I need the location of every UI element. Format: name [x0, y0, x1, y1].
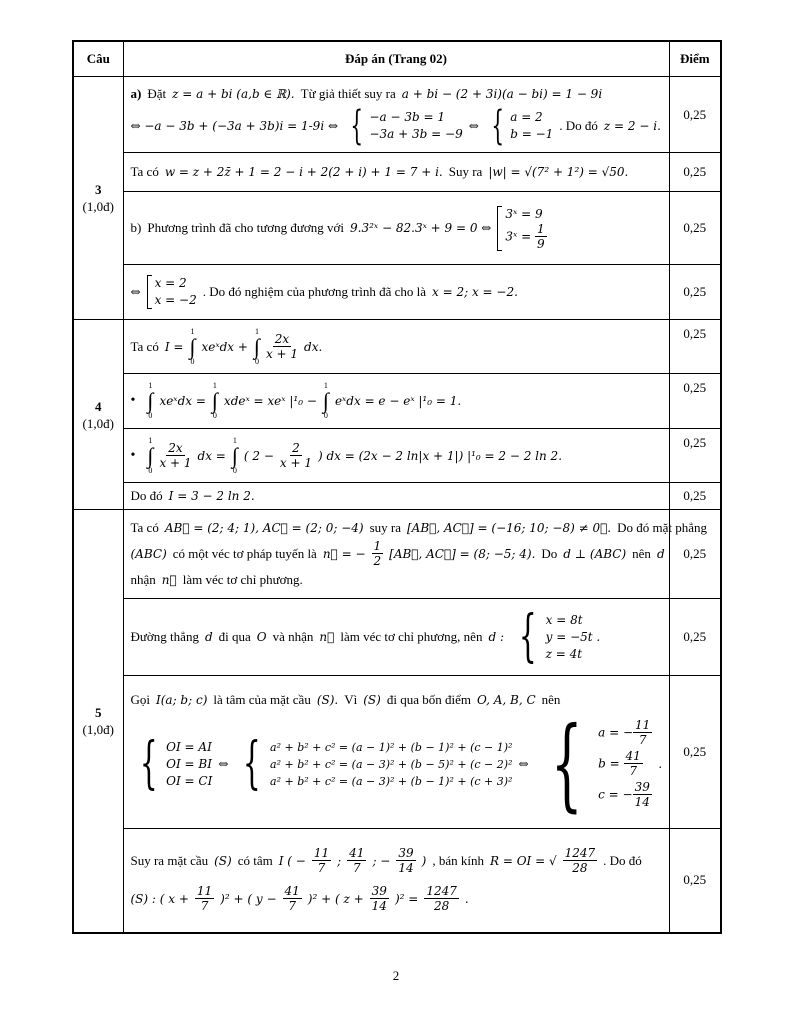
math: eˣdx = e − eˣ |¹₀ = 1. [334, 394, 462, 408]
math: (S) [214, 854, 232, 869]
symbol: ∫ [231, 442, 238, 468]
math: xdeˣ = xeˣ |¹₀ − [223, 394, 317, 408]
math: ⇔ [468, 118, 479, 133]
math: d ⊥ (ABC) [563, 547, 627, 561]
math: ) dx = (2x − 2 ln|x + 1|) |¹₀ = 2 − 2 ln 2. [317, 448, 563, 463]
system [485, 102, 554, 149]
bullet: • [130, 393, 136, 408]
math: a² + b² + c² = (a − 3)² + (b − 1)² + (c + 3)² [270, 774, 513, 788]
page-number: 2 [392, 968, 400, 983]
text: . Do đó [603, 853, 642, 869]
math: 3ˣ = 9 [505, 206, 543, 221]
math [598, 719, 652, 747]
math [598, 781, 652, 809]
q5-point-1: 0,25 [669, 510, 721, 599]
text: và nhận [272, 629, 314, 644]
q5-step-3 [123, 676, 669, 829]
fraction [283, 885, 302, 913]
brace: { [243, 731, 262, 796]
math: w = z + 2z̄ + 1 = 2 − i + 2(2 + i) + 1 = 7 + i. [164, 165, 443, 179]
math: a = 2 [510, 109, 543, 124]
text: Suy ra mặt cầu [130, 853, 209, 869]
bound: 0 [190, 356, 195, 366]
numerator: 41 [349, 846, 365, 861]
numerator: 39 [371, 884, 387, 899]
text: nên [541, 692, 561, 707]
denominator: x + 1 [265, 346, 299, 361]
integral-sign [147, 437, 153, 475]
bound: 1 [148, 435, 153, 445]
text: làm véc tơ chỉ phương. [182, 572, 303, 587]
q5-row-2 [73, 599, 721, 676]
symbol: ∫ [147, 442, 154, 468]
integral-sign [189, 328, 195, 366]
math: (S). [316, 693, 339, 707]
q3-point-4: 0,25 [669, 265, 721, 320]
numerator: 41 [284, 884, 300, 899]
header-answer: Đáp án (Trang 02) [123, 41, 669, 77]
math: −3a + 3b = −9 [369, 126, 463, 141]
q3-row-2 [73, 153, 721, 192]
math: ; − [372, 854, 391, 869]
integral-sign [323, 382, 329, 420]
text: Do đó [130, 488, 163, 503]
bound: 1 [212, 381, 217, 390]
q3-step-2 [123, 153, 669, 192]
q3-point-1: 0,25 [669, 77, 721, 153]
denominator: 7 [638, 733, 647, 747]
numerator: 11 [313, 846, 330, 861]
denominator: 14 [371, 899, 387, 914]
q3-part-b: b) [130, 220, 142, 235]
math: ; [337, 854, 342, 869]
denominator: x + 1 [279, 455, 312, 470]
q4-number: 4 [95, 398, 102, 414]
math: . [464, 892, 469, 907]
text: làm véc tơ chỉ phương, nên [340, 629, 483, 644]
math: b = −1 [510, 126, 554, 141]
bracket [147, 275, 152, 309]
text: Ta có [130, 338, 159, 354]
bound: 0 [148, 465, 153, 475]
integral-sign [147, 382, 153, 420]
math: AB⃗ = (2; 4; 1), AC⃗ = (2; 0; −4) [164, 521, 364, 535]
fraction [312, 847, 331, 875]
math: (S) [363, 693, 381, 707]
q3-weight: (1,0đ) [82, 199, 114, 214]
header-question: Câu [73, 41, 123, 77]
q4-point-4: 0,25 [669, 483, 721, 510]
text: có một véc tơ pháp tuyến là [172, 546, 317, 561]
math: dx = [197, 448, 226, 463]
symbol: ∫ [147, 388, 154, 413]
math: d : [488, 630, 504, 644]
math: (S) : ( x + [130, 892, 189, 907]
numerator: 1 [373, 539, 382, 553]
denominator: 7 [200, 899, 209, 914]
fraction [396, 847, 415, 875]
q4-step-1 [123, 320, 669, 374]
math: OI = AI [166, 739, 212, 754]
text: . Do đó nghiệm của phương trình đã cho là [202, 284, 427, 299]
header-points: Điểm [669, 41, 721, 77]
denominator: x + 1 [159, 455, 192, 470]
math: [AB⃗, AC⃗] = (8; −5; 4). [389, 547, 536, 561]
brace: { [350, 102, 364, 149]
bound: 1 [254, 326, 259, 336]
numerator: 11 [635, 718, 651, 732]
q3-label-cell [73, 77, 123, 320]
integral-sign [254, 328, 260, 366]
denominator: 28 [572, 861, 588, 876]
math: OI = CI [166, 773, 213, 788]
text: nhận [130, 572, 156, 587]
fraction [535, 223, 547, 251]
math: z = a + bi (a,b ∈ ℝ). [172, 86, 295, 101]
math: ⇔ [130, 285, 141, 299]
math: R = OI = √ [489, 854, 557, 869]
text: Suy ra [448, 164, 483, 179]
math: |w| = √(7² + 1²) = √50. [488, 165, 629, 179]
fraction [372, 540, 384, 568]
math: O, A, B, C [476, 693, 536, 707]
system [131, 731, 213, 796]
bound: 1 [190, 326, 195, 336]
math: I = [164, 339, 184, 354]
bound: 1 [323, 381, 328, 390]
text: Gọi [130, 692, 150, 707]
text: Do [541, 546, 558, 561]
system [510, 604, 601, 669]
answer-table [72, 40, 722, 934]
math: x = 2 [154, 276, 187, 290]
math: a + bi − (2 + 3i)(a − bi) = 1 − 9i [401, 86, 603, 101]
math: [AB⃗, AC⃗] = (−16; 10; −8) ≠ 0⃗. [407, 521, 612, 535]
text: Do đó mặt phẳng [617, 520, 708, 535]
text: suy ra [369, 520, 401, 535]
math: n⃗ [161, 573, 177, 587]
system [234, 731, 513, 796]
text: đi qua bốn điểm [386, 692, 471, 707]
text: có tâm [237, 853, 273, 869]
math: ⇔ [218, 757, 229, 771]
math: I(a; b; c) [156, 693, 208, 707]
q5-number: 5 [95, 704, 102, 720]
math: x = 8t [545, 612, 583, 627]
denominator: 7 [317, 861, 326, 876]
bracket [497, 206, 502, 251]
integral-sign [232, 437, 238, 475]
symbol: ∫ [322, 388, 329, 413]
math: (ABC) [130, 547, 167, 561]
numerator: 2x [274, 331, 290, 346]
math: n⃗ [319, 630, 335, 644]
numerator: 2 [292, 440, 300, 455]
math: dx. [304, 339, 323, 354]
fraction [195, 885, 214, 913]
denominator: 7 [352, 861, 361, 876]
q3-number: 3 [95, 182, 102, 197]
brace: { [491, 102, 504, 149]
bound: 0 [232, 465, 237, 475]
q3-part-a: a) [130, 85, 142, 101]
fraction [159, 442, 191, 470]
q5-step-4 [123, 829, 669, 933]
denominator: 14 [398, 861, 414, 876]
fraction [633, 781, 652, 809]
q5-label-cell [73, 510, 123, 933]
q4-point-3: 0,25 [669, 429, 721, 483]
q3-row-1 [73, 77, 721, 153]
math: ( 2 − [243, 448, 274, 463]
numerator: 39 [634, 780, 650, 794]
integral-sign [212, 382, 218, 420]
math: n⃗ = − [322, 547, 366, 561]
fraction [280, 442, 312, 470]
text: Ta có [130, 164, 159, 179]
denominator: 2 [373, 554, 382, 568]
table-header-row [73, 41, 721, 77]
math: z = 2 − i. [603, 118, 661, 133]
q3-row-4 [73, 265, 721, 320]
fraction [347, 847, 366, 875]
math: x = 2; x = −2. [432, 285, 518, 299]
text: Từ giả thiết suy ra [300, 85, 396, 101]
bound: 1 [148, 381, 153, 390]
math: a² + b² + c² = (a − 1)² + (b − 1)² + (c − 1)² [270, 740, 513, 754]
math: )² + ( y − [220, 892, 277, 907]
math [598, 750, 652, 778]
system [344, 102, 463, 149]
numerator: 1247 [564, 846, 596, 861]
denominator: 14 [634, 795, 650, 809]
math: c = − [598, 787, 633, 802]
q4-row-4 [73, 483, 721, 510]
math: I = 3 − 2 ln 2. [168, 489, 255, 503]
fraction [266, 333, 298, 361]
symbol: ∫ [253, 333, 260, 359]
math: I ( − [278, 854, 306, 869]
math: xeˣdx = [159, 394, 206, 408]
q3-step-1 [123, 77, 669, 153]
math: xeˣdx + [201, 339, 248, 354]
math: d [204, 630, 213, 644]
numerator: 2x [168, 440, 183, 455]
text: Ta có [130, 520, 159, 535]
math: )² + ( z + [307, 892, 364, 907]
brace: { [139, 731, 158, 796]
math: −a − 3b = 1 [369, 109, 446, 124]
bound: 1 [232, 435, 237, 445]
bullet: • [130, 447, 136, 463]
system [147, 275, 197, 309]
math: )² = [394, 892, 419, 907]
math: ⇔ −a − 3b + (−3a + 3b)i = 1‑9i ⇔ [130, 118, 339, 133]
fraction [424, 885, 459, 913]
numerator: 41 [625, 749, 641, 763]
bound: 0 [148, 411, 153, 420]
math: . [658, 757, 663, 771]
math: O [256, 630, 267, 644]
q4-row-1 [73, 320, 721, 374]
math [505, 223, 546, 251]
q5-point-3: 0,25 [669, 676, 721, 829]
numerator: 39 [398, 846, 414, 861]
bound: 0 [323, 411, 328, 420]
system [497, 206, 546, 251]
brace: { [550, 705, 583, 822]
q4-step-2 [123, 374, 669, 429]
text: đi qua [218, 629, 251, 644]
q3-step-3 [123, 192, 669, 265]
numerator: 1 [536, 221, 545, 236]
q4-point-2: 0,25 [669, 374, 721, 429]
math: b = [598, 756, 620, 771]
math: a² + b² + c² = (a − 3)² + (b − 5)² + (c − 2)² [270, 757, 513, 771]
q4-row-3 [73, 429, 721, 483]
q5-point-2: 0,25 [669, 599, 721, 676]
math: y = −5t . [545, 629, 601, 644]
q5-weight: (1,0đ) [82, 721, 114, 737]
text: , bán kính [432, 853, 484, 869]
bound: 0 [212, 411, 217, 420]
math: z = 4t [545, 646, 583, 661]
text: Đặt [147, 85, 167, 101]
q4-step-3 [123, 429, 669, 483]
math: x = −2 [154, 293, 197, 307]
fraction [563, 847, 598, 875]
fraction [370, 885, 389, 913]
text: nên [632, 546, 651, 561]
math: 9.3²ˣ − 82.3ˣ + 9 = 0 ⇔ [350, 221, 492, 235]
brace: { [518, 604, 537, 669]
symbol: ∫ [189, 333, 196, 359]
text: . Do đó [559, 117, 598, 133]
text: Vì [344, 692, 358, 707]
math: ⇔ [518, 757, 529, 771]
fraction [624, 750, 643, 778]
q4-weight: (1,0đ) [82, 415, 114, 431]
q5-step-2 [123, 599, 669, 676]
denominator: 28 [433, 899, 450, 914]
fraction [633, 719, 652, 747]
q4-row-2 [73, 374, 721, 429]
math: OI = BI [166, 756, 212, 771]
math: ) [421, 854, 427, 869]
bound: 0 [254, 356, 259, 366]
denominator: 9 [536, 236, 545, 251]
text: Phương trình đã cho tương đương với [147, 220, 345, 235]
q3-point-3: 0,25 [669, 192, 721, 265]
q5-point-4: 0,25 [669, 829, 721, 933]
numerator: 11 [196, 884, 213, 899]
q3-row-3 [73, 192, 721, 265]
text: là tâm của mặt cầu [213, 692, 311, 707]
denominator: 7 [288, 899, 296, 914]
numerator: 1247 [426, 884, 457, 899]
denominator: 7 [629, 764, 637, 778]
q4-step-4 [123, 483, 669, 510]
q3-step-4 [123, 265, 669, 320]
q4-point-1: 0,25 [669, 320, 721, 374]
symbol: ∫ [211, 388, 218, 413]
math: a = − [598, 725, 634, 740]
math: d [656, 547, 665, 561]
q5-row-1 [73, 510, 721, 599]
text: Đường thẳng [130, 629, 199, 644]
q5-row-4 [73, 829, 721, 933]
q4-label-cell [73, 320, 123, 510]
math: 3ˣ = [505, 229, 532, 243]
system [535, 705, 653, 822]
q3-point-2: 0,25 [669, 153, 721, 192]
q5-row-3 [73, 676, 721, 829]
